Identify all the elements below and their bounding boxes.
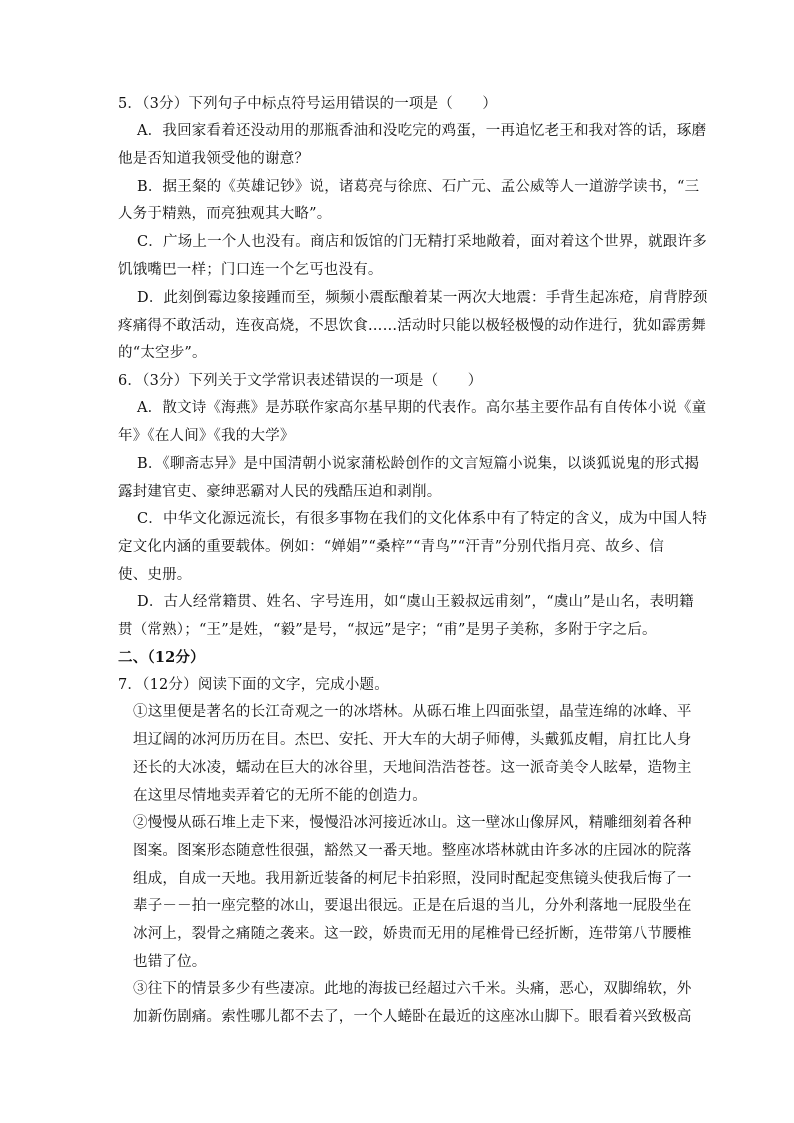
section-heading: 二、（12分） (118, 649, 205, 666)
q6-option-d-line2: 贯（常熟）；“王”是姓，“毅”是号，“叔远”是字；“甫”是男子美称，多附于字之后。 (118, 622, 657, 638)
q7-para1-line4: 在这里尽情地卖弄着它的无所不能的创造力。 (133, 788, 427, 804)
q5-stem: 5．（3分）下列句子中标点符号运用错误的一项是（ ） (118, 96, 498, 112)
q6-stem: 6．（3分）下列关于文学常识表述错误的一项是（ ） (118, 373, 483, 389)
q6-option-a-line2: 年》《在人间》《我的大学》 (118, 428, 295, 444)
q6-option-c-line2: 定文化内涵的重要载体。例如：“婵娟”“桑梓”“青鸟”“汗青”分别代指月亮、故乡、信 (118, 539, 664, 555)
q6-option-b-line1: B．《聊斋志异》是中国清朝小说家蒲松龄创作的文言短篇小说集，以谈狐说鬼的形式揭 (137, 456, 700, 472)
q7-stem: 7．（12分）阅读下面的文字，完成小题。 (118, 677, 389, 693)
q5-option-b-line2: 人务于精熟，而亮独观其大略”。 (118, 206, 332, 222)
q7-para2-line1: ②慢慢从砾石堆上走下来，慢慢沿冰河接近冰山。这一壁冰山像屏风，精雕细刻着各种 (133, 815, 692, 831)
q7-para2-line5: 冰河上，裂骨之痛随之袭来。这一跤，娇贵而无用的尾椎骨已经折断，连带第八节腰椎 (133, 926, 692, 942)
q5-option-b-line1: B．据王粲的《英雄记钞》说，诸葛亮与徐庶、石广元、孟公威等人一道游学读书，“三 (137, 179, 700, 195)
q5-option-d-line1: D．此刻倒霉边象接踵而至，频频小震酝酿着某一两次大地震：手背生起冻疮，肩背脖颈 (137, 290, 708, 306)
q5-option-d-line3: 的“太空步”。 (118, 345, 207, 361)
q6-option-d-line1: D．古人经常籍贯、姓名、字号连用，如“虞山王毅叔远甫刻”，“虞山”是山名，表明籍 (137, 594, 694, 610)
q7-para1-line1: ①这里便是著名的长江奇观之一的冰塔林。从砾石堆上四面张望，晶莹连绵的冰峰、平 (133, 704, 692, 720)
q5-option-d-line2: 疼痛得不敢活动，连夜高烧，不思饮食……活动时只能以极轻极慢的动作进行，犹如霹雳舞 (118, 318, 706, 334)
q5-option-a-line2: 他是否知道我领受他的谢意？ (118, 151, 310, 167)
q7-para2-line4: 辈子－－拍一座完整的冰山，要退出很远。正是在后退的当儿，分外利落地一屁股坐在 (133, 898, 692, 914)
q5-option-c-line1: C．广场上一个人也没有。商店和饭馆的门无精打采地敞着，面对着这个世界，就跟许多 (137, 234, 707, 250)
q7-para2-line2: 图案。图案形态随意性很强，豁然又一番天地。整座冰塔林就由许多冰的庄园冰的院落 (133, 843, 692, 859)
q5-option-c-line2: 饥饿嘴巴一样；门口连一个乞丐也没有。 (118, 262, 383, 278)
q7-para2-line3: 组成，自成一天地。我用新近装备的柯尼卡拍彩照，没同时配起变焦镜头使我后悔了一 (133, 871, 692, 887)
q7-para1-line3: 还长的大冰凌，蠕动在巨大的冰谷里，天地间浩浩苍苍。这一派奇美令人眩晕，造物主 (133, 760, 692, 776)
q7-para2-line6: 也错了位。 (133, 954, 207, 970)
q5-option-a-line1: A．我回家看着还没动用的那瓶香油和没吃完的鸡蛋，一再追忆老王和我对答的话，琢磨 (137, 123, 707, 139)
q6-option-c-line1: C．中华文化源远流长，有很多事物在我们的文化体系中有了特定的含义，成为中国人特 (137, 511, 707, 527)
q6-option-a-line1: A．散文诗《海燕》是苏联作家高尔基早期的代表作。高尔基主要作品有自传体小说《童 (137, 400, 707, 416)
q7-para3-line2: 加新伤剧痛。索性哪儿都不去了，一个人蜷卧在最近的这座冰山脚下。眼看着兴致极高 (133, 1009, 692, 1025)
q7-para3-line1: ③往下的情景多少有些凄凉。此地的海拔已经超过六千米。头痛，恶心，双脚绵软，外 (133, 981, 692, 997)
q6-option-c-line3: 使、史册。 (118, 567, 192, 583)
q6-option-b-line2: 露封建官吏、豪绅恶霸对人民的残酷压迫和剥削。 (118, 484, 442, 500)
q7-para1-line2: 坦辽阔的冰河历历在目。杰巴、安托、开大车的大胡子师傅，头戴狐皮帽，肩扛比人身 (133, 732, 692, 748)
